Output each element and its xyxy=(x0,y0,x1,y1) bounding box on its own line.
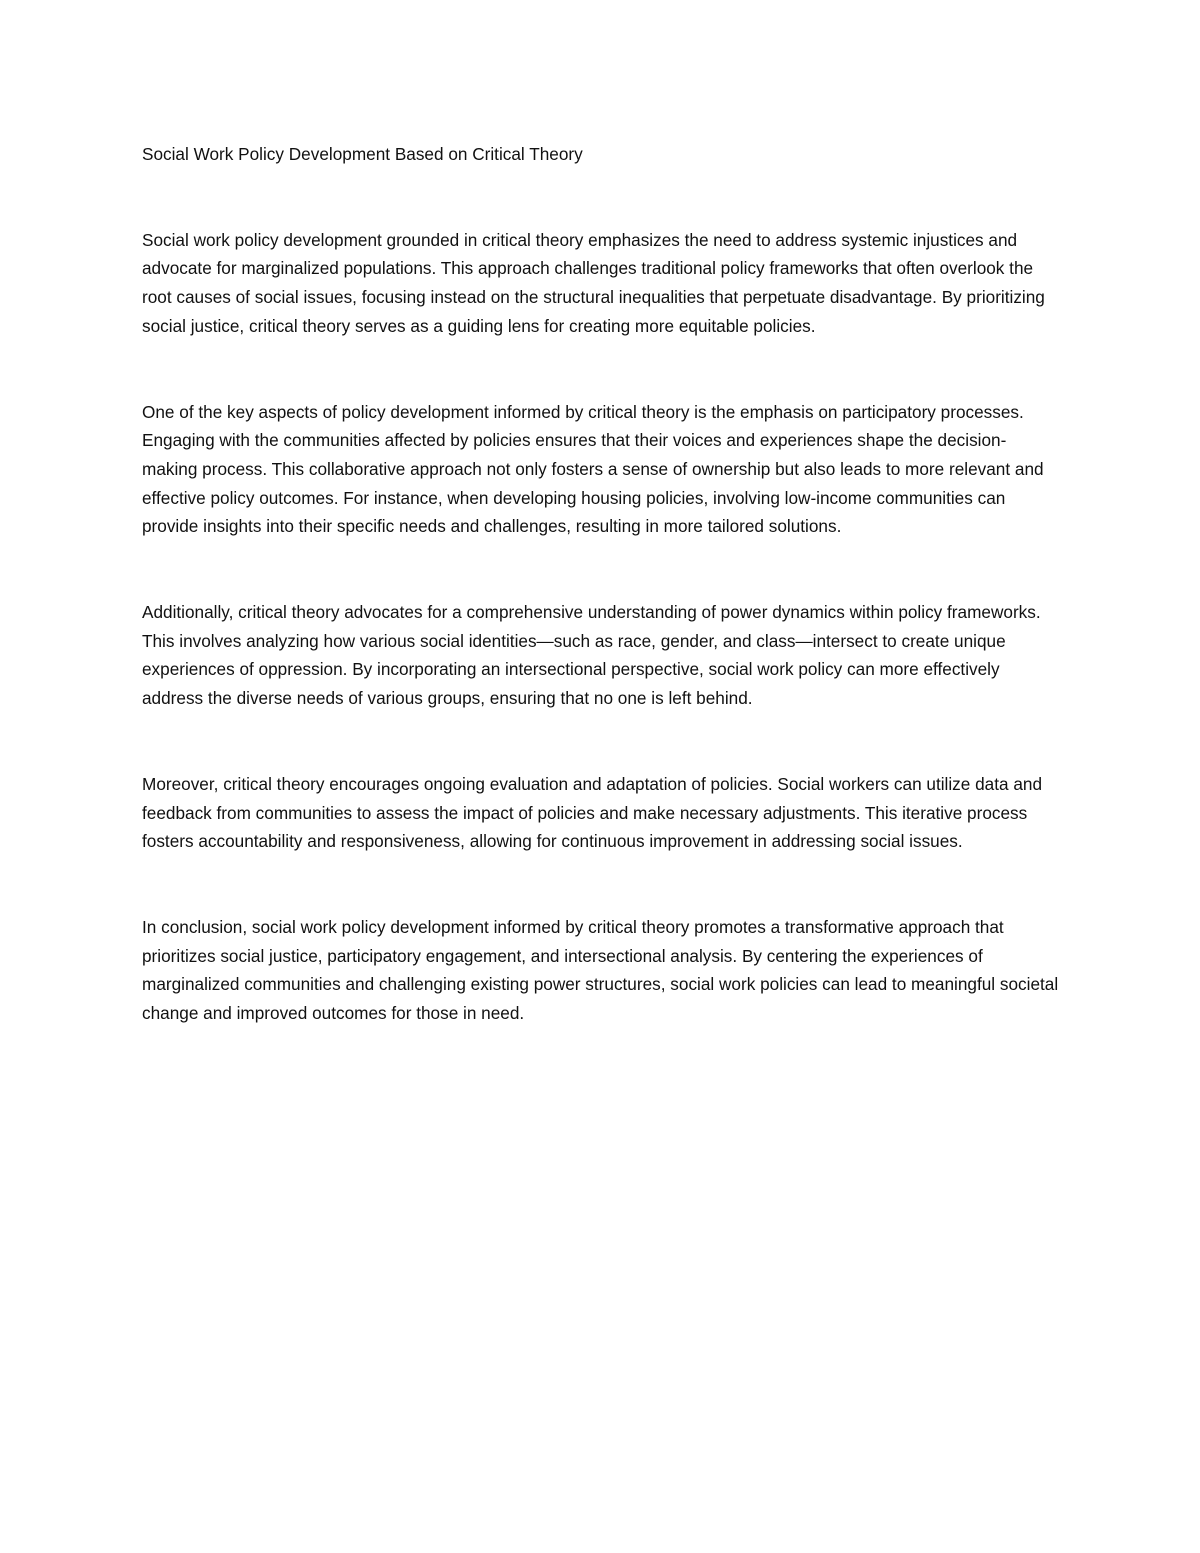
paragraph-evaluation: Moreover, critical theory encourages ongoing evaluation and adaptation of policies. Social workers can utilize data and feedback from communities to assess the impact of policies and make necessary adjustments. This iterative process fosters accountability and responsiveness, allowing for continuous improvement in addressing social issues. xyxy=(142,773,1043,852)
paragraph-introduction: Social work policy development grounded in critical theory emphasizes the need to address systemic injustices and advocate for marginalized populations. This approach challenges traditional policy frameworks that often overlook the root causes of social issues, focusing instead on the structural inequalities that perpetuate disadvantage. By prioritizing social justice, critical theory serves as a guiding lens for creating more equitable policies. xyxy=(142,229,1045,336)
document-body xyxy=(142,140,1060,1085)
paragraph-conclusion: In conclusion, social work policy development informed by critical theory promotes a transformative approach that prioritizes social justice, participatory engagement, and intersectional analysis. By centering the experiences of marginalized communities and challenging existing power structures, social work policies can lead to meaningful societal change and improved outcomes for those in need. xyxy=(142,916,1059,1024)
paragraph-power-dynamics: Additionally, critical theory advocates for a comprehensive understanding of power dynamics within policy frameworks. This involves analyzing how various social identities—such as race, gender, and class—intersect to create unique experiences of oppression. By incorporating an intersectional perspective, social work policy can more effectively address the diverse needs of various groups, ensuring that no one is left behind. xyxy=(142,602,1041,709)
document-title: Social Work Policy Development Based on Critical Theory xyxy=(142,144,583,164)
paragraph-participatory-processes: One of the key aspects of policy development informed by critical theory is the emphasis on participatory processes. Engaging with the communities affected by policies ensures that their voices and experiences shape the decision-making process. This collaborative approach not only fosters a sense of ownership but also leads to more relevant and effective policy outcomes. For instance, when developing housing policies, involving low-income communities can provide insights into their specific needs and challenges, resulting in more tailored solutions. xyxy=(142,401,1044,537)
